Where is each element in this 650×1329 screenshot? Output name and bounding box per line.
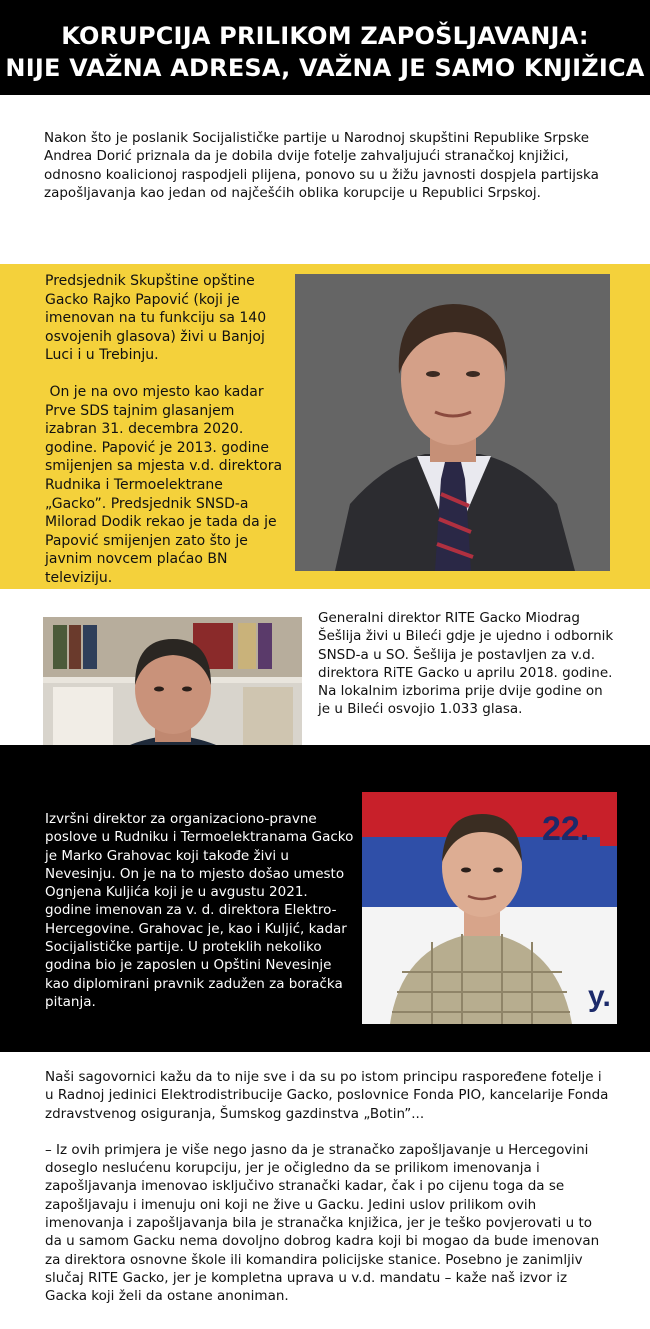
closing-paragraph-2: – Iz ovih primjera je više nego jasno da je stranačko zapošljavanje u Hercegovini doseglo neslućenu korupciju, jer je očigledno da se prilikom imenovanja i zapošljavanja imenovao isključivo stranački kadar, čak i po cijenu toga da se zapošljavaju i imenuju oni koji ne žive u Gacku. Jedini uslov prilikom ovih imenovanja i zapošljavanja bila je stranačka knjižica, jer je teško povjerovati u to da u samom Gacku nema dovoljno dobrog kadra koji bi mogao da bude imenovan za direktora osnovne škole ili komandira policijske stanice. Posebno je zanimljiv slučaj RITE Gacko, jer je kompletna uprava u v.d. mandatu – kaže naš izvor iz Gacka koji želi da ostane anoniman. [45,1141,600,1305]
header-banner [0,0,650,95]
intro-paragraph: Nakon što je poslanik Socijalističke partije u Narodnoj skupštini Republike Srpske Andrea Dorić priznala da je dobila dvije fotelje zahvaljujući stranačkoj knjižici, odnosno koalicionoj raspodjeli plijena, ponovo su u žižu javnosti dospjela partijska zapošljavanja kao jedan od najčešćih oblika korupcije u Republici Srpskoj. [44,130,599,202]
seslija-paragraph: Generalni direktor RITE Gacko Miodrag Šešlija živi u Bileći gdje je ujedno i odbornik SNSD-a u SO. Šešlija je postavljen za v.d. direktora RiTE Gacko u aprilu 2018. godine. Na lokalnim izborima prije dvije godine on je u Bileći osvojio 1.033 glasa. [318,610,614,718]
papovic-paragraph-1: Predsjednik Skupštine opštine Gacko Rajko Papović (koji je imenovan na tu funkciju sa 140 osvojenih glasova) živi u Banjoj Luci i u Trebinju. [45,273,267,364]
closing-paragraph-1: Naši sagovornici kažu da to nije sve i da su po istom principu raspoređene fotelje i u Radnoj jedinici Elektrodistribucije Gacko, poslovnice Fonda PIO, kancelarije Fonda zdravstvenog osiguranja, Šumskog gazdinstva „Botin”... [45,1069,609,1122]
papovic-paragraph-2: On je na ovo mjesto kao kadar Prve SDS tajnim glasanjem izabran 31. decembra 2020. godine. Papović je 2013. godine smijenjen sa mjesta v.d. direktora Rudnika i Termoelektrane „Gacko”. Predsjednik SNSD-a Milorad Dodik rekao je tada da je Papović smijenjen zato što je javnim novcem plaćao BN televiziju. [45,383,287,586]
portrait-photo-grahovac [362,792,617,1024]
page-title-line-1: KORUPCIJA PRILIKOM ZAPOŠLJAVANJA: [61,22,589,50]
poster-number: 22. [542,810,590,848]
papovic-text [45,272,285,606]
portrait-photo-papovic [295,274,610,571]
page-title-line-2: NIJE VAŽNA ADRESA, VAŽNA JE SAMO KNJIŽICA [5,54,645,82]
grahovac-paragraph: Izvršni direktor za organizaciono-pravne poslove u Rudniku i Termoelektranama Gacko je Marko Grahovac koji takođe živi u Nevesinju. On je na to mjesto došao umesto Ognjena Kuljića koji je u avgustu 2021. godine imenovan za v. d. direktora Elektro-Hercegovine. Grahovac je, kao i Kuljić, kadar Socijalističke partije. U proteklih nekoliko godina bio je zaposlen u Opštini Nevesinje kao diplomirani pravnik zadužen za boračka pitanja. [45,811,354,1010]
poster-letter: y. [588,980,611,1013]
closing-text [45,1068,610,1324]
